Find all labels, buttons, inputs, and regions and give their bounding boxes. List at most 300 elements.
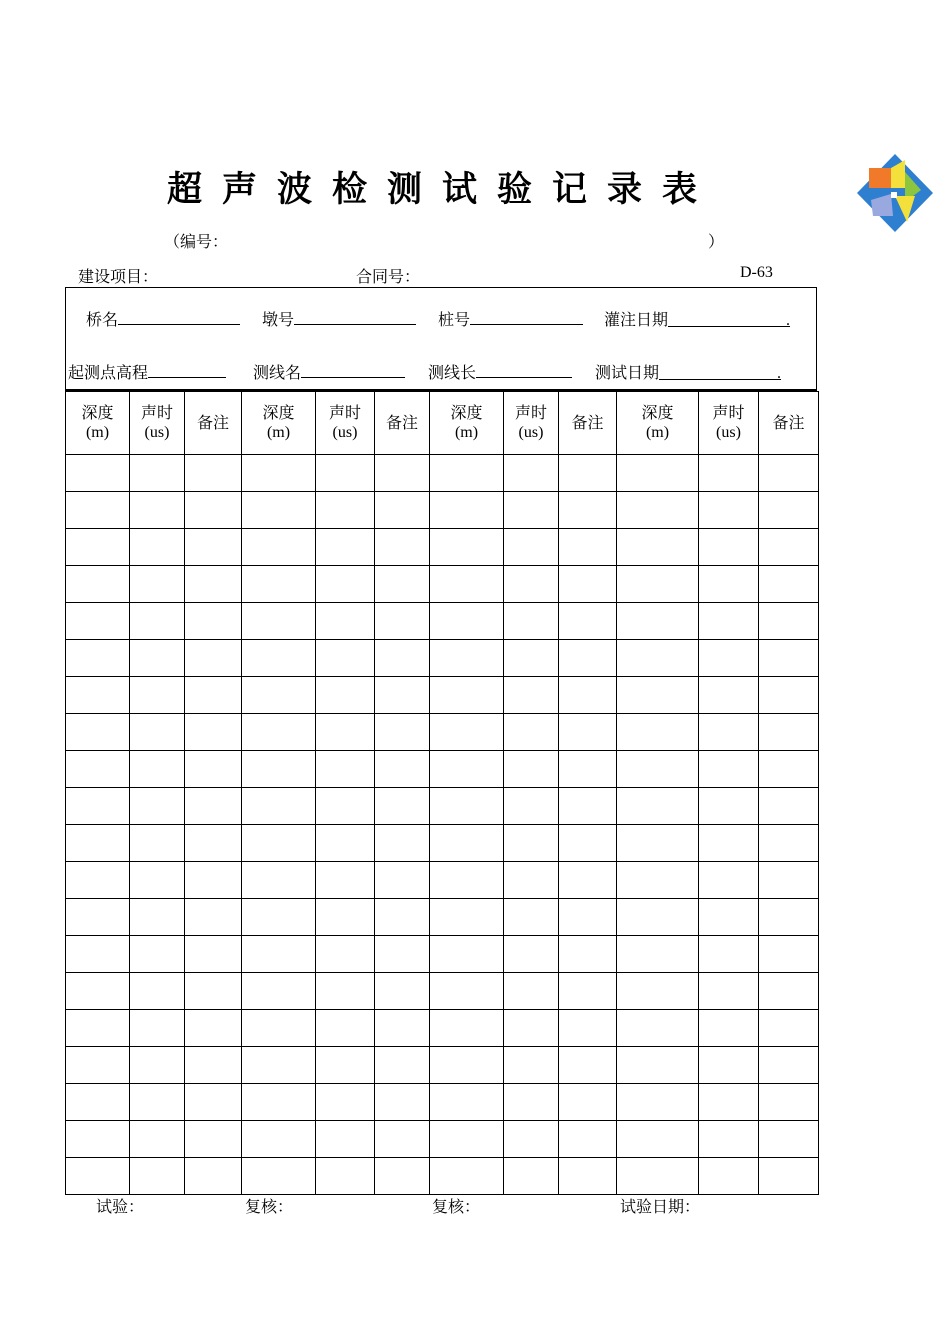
table-cell[interactable] xyxy=(185,973,242,1010)
table-cell[interactable] xyxy=(130,603,185,640)
table-cell[interactable] xyxy=(504,677,559,714)
table-cell[interactable] xyxy=(559,640,617,677)
table-row xyxy=(66,751,819,788)
table-cell[interactable] xyxy=(130,566,185,603)
table-cell[interactable] xyxy=(430,1158,504,1195)
header-time-4: 声时 (us) xyxy=(699,392,759,455)
table-cell[interactable] xyxy=(617,973,699,1010)
table-cell[interactable] xyxy=(375,640,430,677)
table-cell[interactable] xyxy=(559,936,617,973)
table-cell[interactable] xyxy=(699,1047,759,1084)
table-cell[interactable] xyxy=(375,714,430,751)
bridge-field[interactable] xyxy=(118,310,240,325)
table-cell[interactable] xyxy=(759,640,819,677)
table-cell[interactable] xyxy=(375,566,430,603)
table-cell[interactable] xyxy=(430,492,504,529)
table-row xyxy=(66,825,819,862)
table-cell[interactable] xyxy=(242,529,316,566)
table-cell[interactable] xyxy=(316,455,375,492)
table-cell[interactable] xyxy=(242,973,316,1010)
line-name-label: 测线名 xyxy=(253,365,302,382)
table-cell[interactable] xyxy=(130,825,185,862)
pile-field[interactable] xyxy=(470,310,583,325)
start-elev-label: 起测点高程 xyxy=(68,365,149,382)
table-cell[interactable] xyxy=(316,714,375,751)
table-cell[interactable] xyxy=(375,825,430,862)
table-cell[interactable] xyxy=(316,1010,375,1047)
table-cell[interactable] xyxy=(66,1158,130,1195)
table-cell[interactable] xyxy=(699,492,759,529)
table-row xyxy=(66,1158,819,1195)
table-cell[interactable] xyxy=(242,455,316,492)
table-cell[interactable] xyxy=(66,788,130,825)
table-cell[interactable] xyxy=(375,788,430,825)
table-cell[interactable] xyxy=(759,1084,819,1121)
table-row xyxy=(66,1084,819,1121)
table-cell[interactable] xyxy=(617,492,699,529)
table-cell[interactable] xyxy=(242,936,316,973)
table-cell[interactable] xyxy=(185,936,242,973)
table-cell[interactable] xyxy=(699,1158,759,1195)
table-cell[interactable] xyxy=(759,751,819,788)
table-cell[interactable] xyxy=(316,862,375,899)
table-cell[interactable] xyxy=(66,566,130,603)
table-cell[interactable] xyxy=(504,788,559,825)
table-cell[interactable] xyxy=(504,714,559,751)
table-cell[interactable] xyxy=(759,566,819,603)
table-cell[interactable] xyxy=(430,751,504,788)
table-cell[interactable] xyxy=(699,1121,759,1158)
table-cell[interactable] xyxy=(185,788,242,825)
table-cell[interactable] xyxy=(185,603,242,640)
table-cell[interactable] xyxy=(430,788,504,825)
contract-label: 合同号： xyxy=(356,269,421,286)
table-cell[interactable] xyxy=(430,899,504,936)
table-cell[interactable] xyxy=(559,899,617,936)
table-cell[interactable] xyxy=(759,455,819,492)
table-cell[interactable] xyxy=(617,640,699,677)
table-cell[interactable] xyxy=(759,492,819,529)
table-cell[interactable] xyxy=(130,1010,185,1047)
pile-group xyxy=(438,307,583,330)
table-cell[interactable] xyxy=(185,714,242,751)
table-cell[interactable] xyxy=(504,899,559,936)
form-code: D-63 xyxy=(740,264,773,281)
table-cell[interactable] xyxy=(504,1121,559,1158)
table-cell[interactable] xyxy=(430,1121,504,1158)
table-cell[interactable] xyxy=(66,640,130,677)
table-cell[interactable] xyxy=(617,677,699,714)
table-cell[interactable] xyxy=(617,603,699,640)
table-cell[interactable] xyxy=(699,751,759,788)
table-cell[interactable] xyxy=(699,640,759,677)
table-cell[interactable] xyxy=(375,973,430,1010)
table-cell[interactable] xyxy=(66,825,130,862)
table-row xyxy=(66,862,819,899)
line-name-field[interactable] xyxy=(301,363,405,378)
table-cell[interactable] xyxy=(759,862,819,899)
table-cell[interactable] xyxy=(185,492,242,529)
table-cell[interactable] xyxy=(316,751,375,788)
table-cell[interactable] xyxy=(316,788,375,825)
table-cell[interactable] xyxy=(242,1158,316,1195)
table-cell[interactable] xyxy=(66,529,130,566)
table-cell[interactable] xyxy=(617,566,699,603)
serial-close: ） xyxy=(708,234,725,251)
footer-review1-label: 复核： xyxy=(245,1199,294,1216)
table-cell[interactable] xyxy=(375,1047,430,1084)
table-cell[interactable] xyxy=(316,640,375,677)
table-cell[interactable] xyxy=(242,1084,316,1121)
table-cell[interactable] xyxy=(504,1010,559,1047)
table-cell[interactable] xyxy=(699,862,759,899)
table-cell[interactable] xyxy=(559,973,617,1010)
table-cell[interactable] xyxy=(130,640,185,677)
table-cell[interactable] xyxy=(185,1010,242,1047)
table-cell[interactable] xyxy=(66,936,130,973)
table-cell[interactable] xyxy=(504,603,559,640)
table-cell[interactable] xyxy=(66,899,130,936)
table-cell[interactable] xyxy=(617,714,699,751)
table-cell[interactable] xyxy=(242,1121,316,1158)
header-remark-1: 备注 xyxy=(185,392,242,455)
table-cell[interactable] xyxy=(242,714,316,751)
table-cell[interactable] xyxy=(617,1047,699,1084)
table-cell[interactable] xyxy=(375,455,430,492)
bridge-label: 桥名 xyxy=(86,312,119,329)
table-cell[interactable] xyxy=(699,825,759,862)
table-cell[interactable] xyxy=(242,677,316,714)
line-length-group xyxy=(428,360,572,383)
table-row xyxy=(66,899,819,936)
table-cell[interactable] xyxy=(559,862,617,899)
table-cell[interactable] xyxy=(130,714,185,751)
table-cell[interactable] xyxy=(66,714,130,751)
table-cell[interactable] xyxy=(617,899,699,936)
table-cell[interactable] xyxy=(430,1010,504,1047)
pier-label: 墩号 xyxy=(262,312,295,329)
table-row xyxy=(66,566,819,603)
table-cell[interactable] xyxy=(130,1158,185,1195)
table-cell[interactable] xyxy=(559,788,617,825)
table-cell[interactable] xyxy=(617,936,699,973)
table-cell[interactable] xyxy=(559,492,617,529)
table-cell[interactable] xyxy=(375,492,430,529)
table-row xyxy=(66,973,819,1010)
table-cell[interactable] xyxy=(316,973,375,1010)
table-cell[interactable] xyxy=(130,492,185,529)
company-logo-icon xyxy=(855,152,935,234)
info-row-1 xyxy=(86,307,240,330)
table-cell[interactable] xyxy=(617,1121,699,1158)
start-elev-field[interactable] xyxy=(148,363,226,378)
table-cell[interactable] xyxy=(375,603,430,640)
table-cell[interactable] xyxy=(185,455,242,492)
table-cell[interactable] xyxy=(66,751,130,788)
table-cell[interactable] xyxy=(242,862,316,899)
table-cell[interactable] xyxy=(559,603,617,640)
pier-field[interactable] xyxy=(294,310,416,325)
table-cell[interactable] xyxy=(66,603,130,640)
header-remark-4: 备注 xyxy=(759,392,819,455)
table-cell[interactable] xyxy=(185,825,242,862)
info-box xyxy=(65,287,817,391)
pour-date-label: 灌注日期 xyxy=(604,312,669,329)
table-cell[interactable] xyxy=(130,529,185,566)
table-cell[interactable] xyxy=(375,1121,430,1158)
table-cell[interactable] xyxy=(66,455,130,492)
table-cell[interactable] xyxy=(430,529,504,566)
table-row xyxy=(66,529,819,566)
table-cell[interactable] xyxy=(130,973,185,1010)
table-cell[interactable] xyxy=(316,677,375,714)
table-cell[interactable] xyxy=(759,529,819,566)
footer-review2-label: 复核： xyxy=(432,1199,481,1216)
table-cell[interactable] xyxy=(699,788,759,825)
table-cell[interactable] xyxy=(504,1084,559,1121)
table-cell[interactable] xyxy=(699,1084,759,1121)
table-cell[interactable] xyxy=(185,1047,242,1084)
table-cell[interactable] xyxy=(699,677,759,714)
table-cell[interactable] xyxy=(375,936,430,973)
table-cell[interactable] xyxy=(759,788,819,825)
table-cell[interactable] xyxy=(130,936,185,973)
table-cell[interactable] xyxy=(242,899,316,936)
start-elev-group xyxy=(68,360,226,383)
table-cell[interactable] xyxy=(66,1047,130,1084)
table-cell[interactable] xyxy=(375,1084,430,1121)
table-cell[interactable] xyxy=(617,1084,699,1121)
table-cell[interactable] xyxy=(699,714,759,751)
table-cell[interactable] xyxy=(316,1084,375,1121)
header-remark-2: 备注 xyxy=(375,392,430,455)
table-row xyxy=(66,1047,819,1084)
header-depth-3: 深度 (m) xyxy=(430,392,504,455)
table-cell[interactable] xyxy=(185,751,242,788)
table-cell[interactable] xyxy=(130,862,185,899)
table-cell[interactable] xyxy=(66,1010,130,1047)
table-cell[interactable] xyxy=(242,788,316,825)
table-cell[interactable] xyxy=(504,862,559,899)
table-cell[interactable] xyxy=(430,825,504,862)
table-cell[interactable] xyxy=(504,825,559,862)
table-cell[interactable] xyxy=(66,973,130,1010)
table-row xyxy=(66,603,819,640)
table-cell[interactable] xyxy=(559,455,617,492)
table-cell[interactable] xyxy=(242,492,316,529)
table-cell[interactable] xyxy=(699,603,759,640)
test-date-field[interactable] xyxy=(659,365,781,380)
table-cell[interactable] xyxy=(759,936,819,973)
table-cell[interactable] xyxy=(316,492,375,529)
table-cell[interactable] xyxy=(130,1084,185,1121)
table-cell[interactable] xyxy=(242,751,316,788)
table-cell[interactable] xyxy=(242,825,316,862)
table-cell[interactable] xyxy=(430,1047,504,1084)
table-cell[interactable] xyxy=(559,825,617,862)
table-cell[interactable] xyxy=(617,455,699,492)
table-cell[interactable] xyxy=(185,1121,242,1158)
table-cell[interactable] xyxy=(504,751,559,788)
table-cell[interactable] xyxy=(66,1121,130,1158)
table-cell[interactable] xyxy=(130,455,185,492)
table-cell[interactable] xyxy=(430,455,504,492)
pour-date-group xyxy=(604,307,790,330)
table-row xyxy=(66,677,819,714)
header-remark-3: 备注 xyxy=(559,392,617,455)
table-cell[interactable] xyxy=(430,936,504,973)
table-cell[interactable] xyxy=(375,1158,430,1195)
table-cell[interactable] xyxy=(617,825,699,862)
table-cell[interactable] xyxy=(504,1158,559,1195)
table-cell[interactable] xyxy=(559,1121,617,1158)
table-cell[interactable] xyxy=(375,751,430,788)
header-time-3: 声时 (us) xyxy=(504,392,559,455)
pour-date-dot: . xyxy=(786,312,791,329)
table-cell[interactable] xyxy=(559,566,617,603)
header-time-1: 声时 (us) xyxy=(130,392,185,455)
line-length-label: 测线长 xyxy=(428,365,477,382)
table-cell[interactable] xyxy=(375,862,430,899)
table-cell[interactable] xyxy=(504,1047,559,1084)
table-cell[interactable] xyxy=(66,492,130,529)
table-cell[interactable] xyxy=(559,751,617,788)
table-cell[interactable] xyxy=(375,1010,430,1047)
table-cell[interactable] xyxy=(430,973,504,1010)
table-cell[interactable] xyxy=(559,1084,617,1121)
table-cell[interactable] xyxy=(185,1158,242,1195)
table-row xyxy=(66,455,819,492)
header-depth-1: 深度 (m) xyxy=(66,392,130,455)
table-cell[interactable] xyxy=(559,529,617,566)
table-cell[interactable] xyxy=(430,677,504,714)
table-cell[interactable] xyxy=(242,566,316,603)
table-cell[interactable] xyxy=(185,529,242,566)
table-cell[interactable] xyxy=(375,529,430,566)
table-cell[interactable] xyxy=(759,899,819,936)
table-cell[interactable] xyxy=(242,1047,316,1084)
table-cell[interactable] xyxy=(759,603,819,640)
table-cell[interactable] xyxy=(430,714,504,751)
table-cell[interactable] xyxy=(699,529,759,566)
table-cell[interactable] xyxy=(559,1010,617,1047)
table-cell[interactable] xyxy=(617,1010,699,1047)
table-cell[interactable] xyxy=(185,899,242,936)
header-depth-2: 深度 (m) xyxy=(242,392,316,455)
table-cell[interactable] xyxy=(430,1084,504,1121)
table-cell[interactable] xyxy=(504,936,559,973)
table-cell[interactable] xyxy=(504,566,559,603)
page-title: 超声波检测试验记录表 xyxy=(166,170,717,209)
table-cell[interactable] xyxy=(504,492,559,529)
table-cell[interactable] xyxy=(130,899,185,936)
table-cell[interactable] xyxy=(185,1084,242,1121)
table-cell[interactable] xyxy=(66,677,130,714)
table-cell[interactable] xyxy=(66,862,130,899)
table-cell[interactable] xyxy=(759,973,819,1010)
table-cell[interactable] xyxy=(559,1158,617,1195)
table-cell[interactable] xyxy=(316,936,375,973)
table-cell[interactable] xyxy=(504,529,559,566)
table-cell[interactable] xyxy=(316,566,375,603)
table-cell[interactable] xyxy=(316,825,375,862)
pier-group xyxy=(262,307,416,330)
table-cell[interactable] xyxy=(617,1158,699,1195)
table-cell[interactable] xyxy=(185,677,242,714)
table-cell[interactable] xyxy=(759,1047,819,1084)
line-length-field[interactable] xyxy=(476,363,572,378)
table-cell[interactable] xyxy=(316,529,375,566)
table-cell[interactable] xyxy=(430,640,504,677)
table-cell[interactable] xyxy=(504,640,559,677)
table-cell[interactable] xyxy=(617,751,699,788)
table-cell[interactable] xyxy=(130,1121,185,1158)
table-row xyxy=(66,714,819,751)
table-cell[interactable] xyxy=(130,1047,185,1084)
pour-date-field[interactable] xyxy=(668,312,790,327)
table-cell[interactable] xyxy=(185,566,242,603)
table-cell[interactable] xyxy=(316,1047,375,1084)
table-cell[interactable] xyxy=(185,862,242,899)
table-cell[interactable] xyxy=(316,603,375,640)
table-cell[interactable] xyxy=(375,677,430,714)
table-cell[interactable] xyxy=(316,1121,375,1158)
table-cell[interactable] xyxy=(130,751,185,788)
table-cell[interactable] xyxy=(759,1121,819,1158)
table-header-row xyxy=(66,392,819,455)
table-cell[interactable] xyxy=(759,1010,819,1047)
table-cell[interactable] xyxy=(699,455,759,492)
table-cell[interactable] xyxy=(559,677,617,714)
table-cell[interactable] xyxy=(699,566,759,603)
header-depth-4: 深度 (m) xyxy=(617,392,699,455)
test-date-dot: . xyxy=(777,365,782,382)
project-label: 建设项目： xyxy=(78,269,159,286)
table-cell[interactable] xyxy=(242,1010,316,1047)
table-cell[interactable] xyxy=(699,1010,759,1047)
table-cell[interactable] xyxy=(617,529,699,566)
table-cell[interactable] xyxy=(699,899,759,936)
table-cell[interactable] xyxy=(617,862,699,899)
header-time-2: 声时 (us) xyxy=(316,392,375,455)
table-cell[interactable] xyxy=(504,455,559,492)
table-cell[interactable] xyxy=(185,640,242,677)
table-cell[interactable] xyxy=(430,566,504,603)
table-cell[interactable] xyxy=(130,677,185,714)
table-cell[interactable] xyxy=(430,862,504,899)
table-cell[interactable] xyxy=(759,825,819,862)
table-cell[interactable] xyxy=(699,973,759,1010)
table-cell[interactable] xyxy=(130,788,185,825)
table-cell[interactable] xyxy=(759,1158,819,1195)
table-cell[interactable] xyxy=(316,1158,375,1195)
table-cell[interactable] xyxy=(559,714,617,751)
table-cell[interactable] xyxy=(759,677,819,714)
table-cell[interactable] xyxy=(66,1084,130,1121)
table-cell[interactable] xyxy=(504,973,559,1010)
table-cell[interactable] xyxy=(316,899,375,936)
table-cell[interactable] xyxy=(617,788,699,825)
table-cell[interactable] xyxy=(242,640,316,677)
table-cell[interactable] xyxy=(759,714,819,751)
table-cell[interactable] xyxy=(375,899,430,936)
table-cell[interactable] xyxy=(430,603,504,640)
table-cell[interactable] xyxy=(699,936,759,973)
test-date-label: 测试日期 xyxy=(595,365,660,382)
table-cell[interactable] xyxy=(242,603,316,640)
logo-orange-square xyxy=(869,168,891,188)
table-cell[interactable] xyxy=(559,1047,617,1084)
